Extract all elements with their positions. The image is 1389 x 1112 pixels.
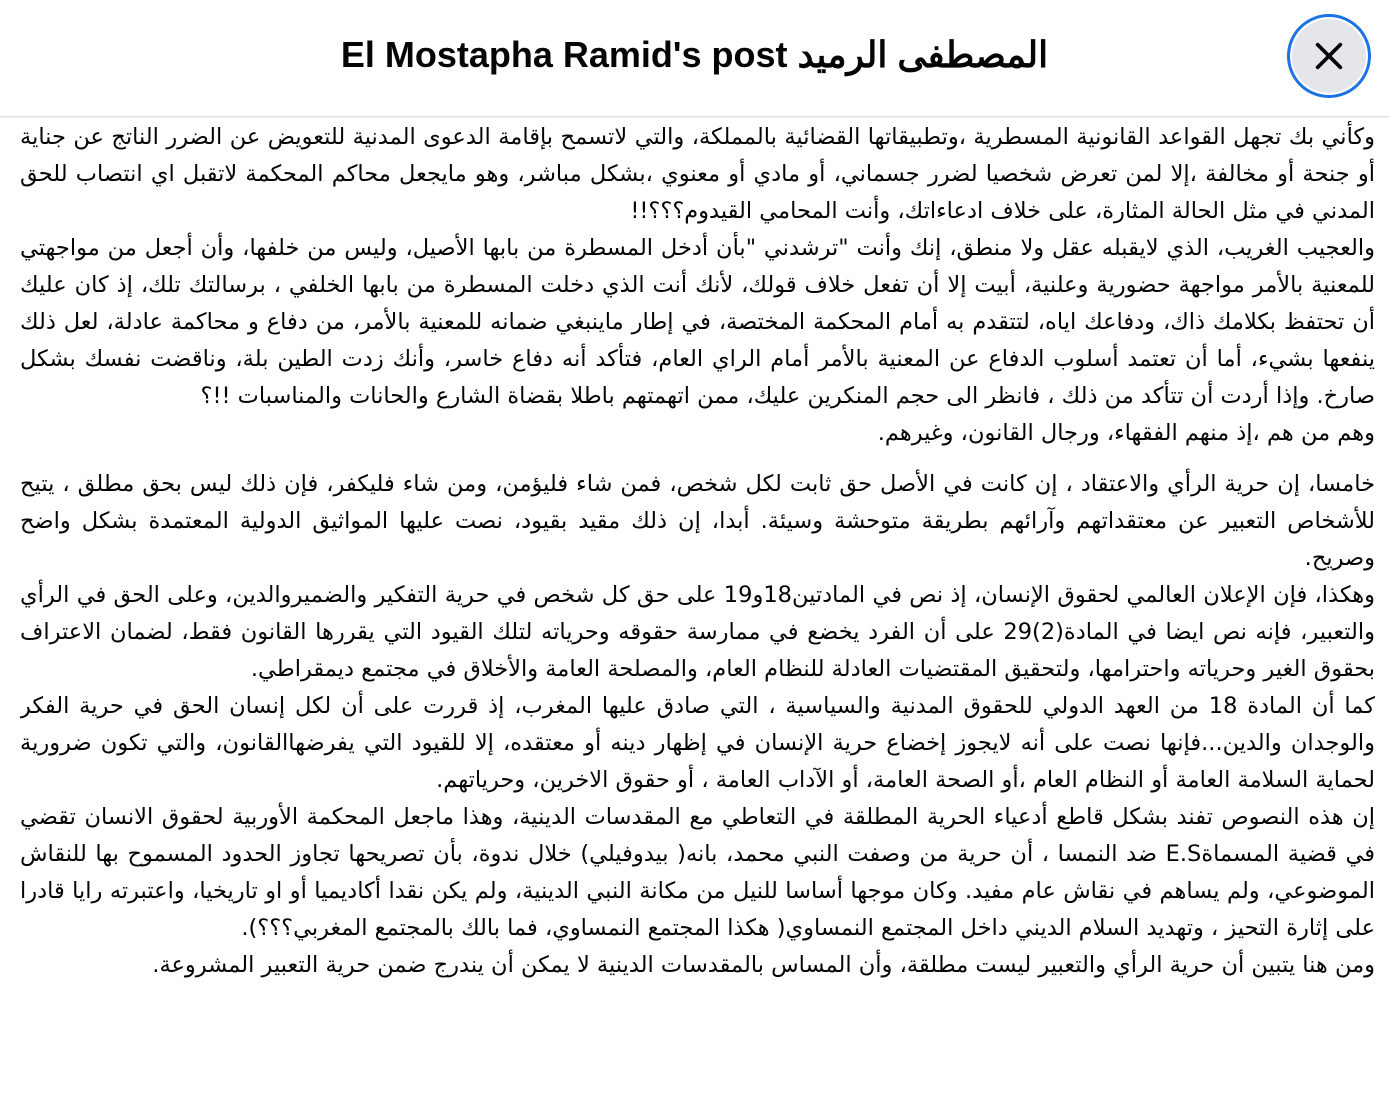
close-icon: [1312, 39, 1346, 73]
post-paragraph: إن هذه النصوص تفند بشكل قاطع أدعياء الحرية المطلقة في التعاطي مع المقدسات الدينية، وهذا ماجعل المحكمة الأوربية لحقوق الانسان تقضي في قضية المسماةE.S ضد النمسا ، أن حرية من وصفت النبي محمد، بانه( بيدوفيلي) خلال ندوة، بأن تصريحها تجاوز الحدود المسموح بها للنقاش الموضوعي، ولم يساهم في نقاش عام مفيد. وكان موجها أساسا للنيل من مكانة النبي الدينية، ولم يكن نقدا أكاديميا أو او تاريخيا، واعتبرته رايا قادرا على إثارة التحيز ، وتهديد السلام الديني داخل المجتمع النمساوي( هكذا المجتمع النمساوي، فما بالك بالمجتمع المغربي؟؟؟).: [20, 804, 1375, 941]
post-paragraph: ومن هنا يتبين أن حرية الرأي والتعبير ليست مطلقة، وأن المساس بالمقدسات الدينية لا يمكن أن يندرج ضمن حرية التعبير المشروعة.: [152, 952, 1375, 978]
post-paragraph: كما أن المادة 18 من العهد الدولي للحقوق المدنية والسياسية ، التي صادق عليها المغرب، إذ قررت على أن لكل إنسان الحق في حرية الفكر والوجدان والدين...فإنها نصت على أنه لايجوز إخضاع حرية الإنسان في إظهار دينه أو معتقده، إلا للقيود التي يفرضهاالقانون، والتي تكون ضرورية لحماية السلامة العامة أو النظام العام ،أو الصحة العامة، أو الآداب العامة ، أو حقوق الاخرين، وحرياتهم.: [20, 693, 1375, 793]
post-dialog-header: [0, 0, 1389, 117]
post-paragraph: خامسا، إن حرية الرأي والاعتقاد ، إن كانت في الأصل حق ثابت لكل شخص، فمن شاء فليؤمن، ومن شاء فليكفر، فإن ذلك ليس بحق مطلق ، يتيح للأشخاص التعبير عن معتقداتهم وآرائهم بطريقة متوحشة وسيئة. أبدا، إن ذلك مقيد بقيود، نصت عليها المواثيق الدولية المعتمدة بشكل واضح وصريح.: [20, 471, 1375, 571]
post-paragraph: وهكذا، فإن الإعلان العالمي لحقوق الإنسان، إذ نص في المادتين18و19 على حق كل شخص في حرية التفكير والضميروالدين، وعلى الحق في الرأي والتعبير، فإنه نص ايضا في المادة(2)29 على أن الفرد يخضع في ممارسة حقوقه وحرياته لتلك القيود التي يقررها القانون فقط، لضمان الاعتراف بحقوق الغير وحرياته واحترامها، ولتحقيق المقتضيات العادلة للنظام العام، والمصلحة العامة والأخلاق في مجتمع ديمقراطي.: [20, 582, 1375, 682]
close-button[interactable]: [1287, 14, 1371, 98]
post-paragraph: وكأني بك تجهل القواعد القانونية المسطرية ،وتطبيقاتها القضائية بالمملكة، والتي لاتسمح بإقامة الدعوى المدنية للتعويض عن الضرر الناتج عن جناية أو جنحة أو مخالفة ،إلا لمن تعرض شخصيا لضرر جسماني، أو مادي أو معنوي ،بشكل مباشر، وهو مايجعل محاكم المحكمة لاتقبل اي انتصاب للحق المدني في مثل الحالة المثارة، على خلاف ادعاءاتك، وأنت المحامي القيدوم؟؟؟!!: [20, 124, 1375, 224]
dialog-title: El Mostapha Ramid's post المصطفى الرميد: [340, 34, 1049, 75]
post-body: [20, 119, 1375, 1112]
post-paragraph: وهم من هم ،إذ منهم الفقهاء، ورجال القانون، وغيرهم.: [877, 420, 1375, 446]
post-paragraph: والعجيب الغريب، الذي لايقبله عقل ولا منطق، إنك وأنت "ترشدني "بأن أدخل المسطرة من بابها الأصيل، وليس من خلفها، وأن أجعل من مواجهتي للمعنية بالأمر مواجهة حضورية وعلنية، أبيت إلا أن تفعل خلاف قولك، لأنك أنت الذي دخلت المسطرة من بابها الخلفي ، برسالتك تلك، إذ كان عليك أن تحتفظ بكلامك ذاك، ودفاعك اياه، لتتقدم به أمام المحكمة المختصة، في إطار ماينبغي ضمانه للمعنية بالأمر، من دفاع و محاكمة عادلة، لعل ذلك ينفعها بشيء، أما أن تعتمد أسلوب الدفاع عن المعنية بالأمر أمام الراي العام، فتأكد أنه دفاع خاسر، وأنك زدت الطين بلة، وناقضت نفسك بشكل صارخ. وإذا أردت أن تتأكد من ذلك ، فانظر الى حجم المنكرين عليك، ممن اتهمتهم باطلا بقضاة الشارع والحانات والمناسبات !!؟: [20, 235, 1375, 409]
